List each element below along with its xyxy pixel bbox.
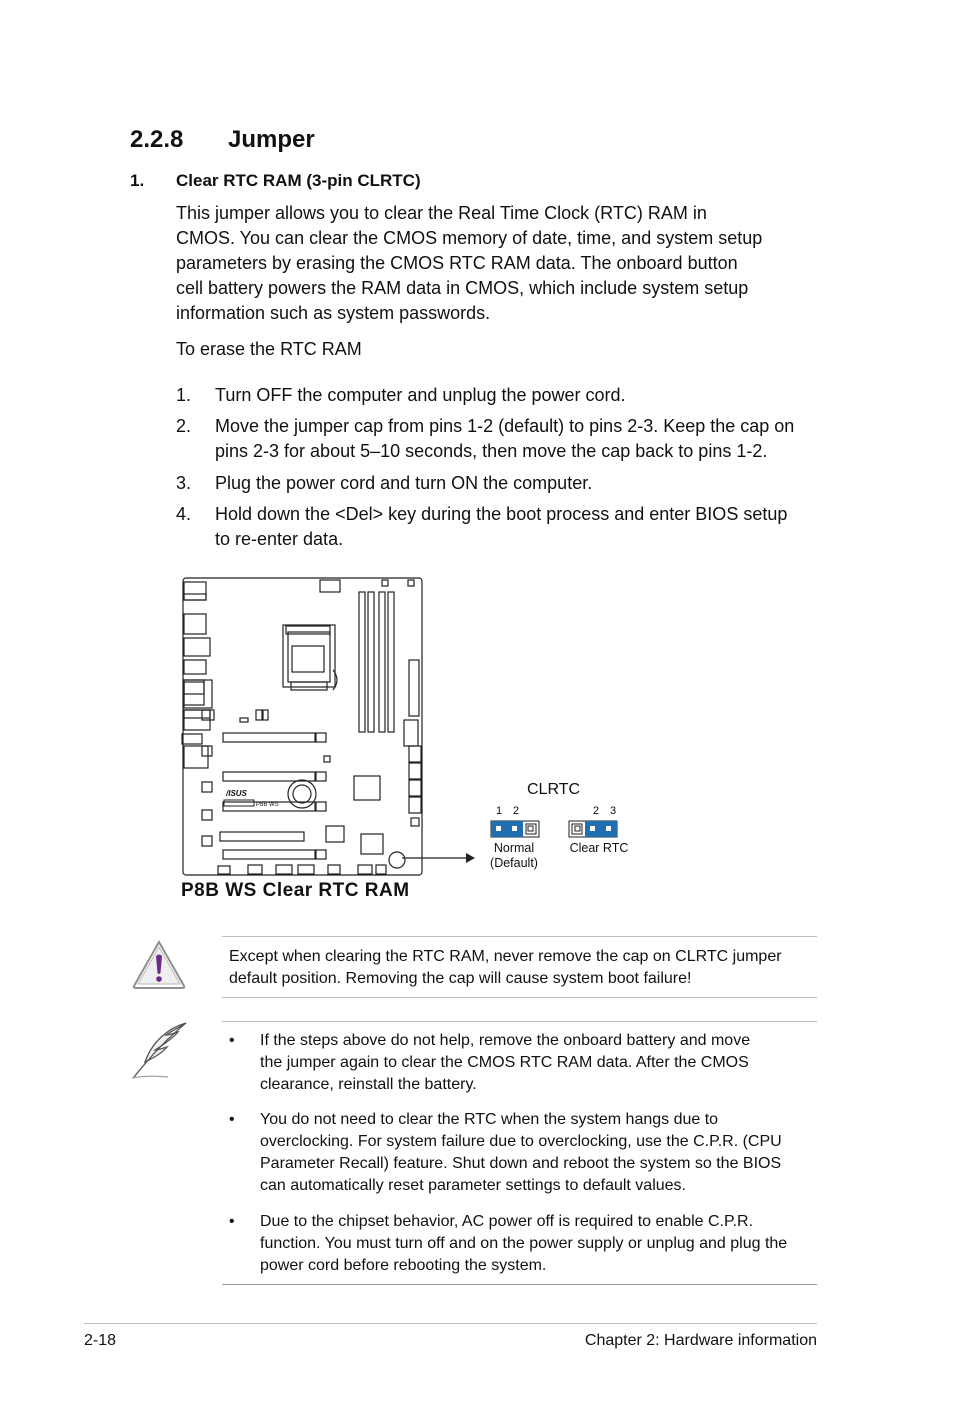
step-number: 1. bbox=[176, 385, 192, 405]
warning-text: Except when clearing the RTC RAM, never remove the cap on CLRTC jumper default position. Removing the cap will cause system boot failure! bbox=[229, 948, 782, 987]
board-model: P8B WS bbox=[256, 802, 279, 808]
board-outline bbox=[183, 578, 422, 875]
note-list: • If the steps above do not help, remove the onboard battery and move the jumper again to clear the CMOS RTC RAM data. After the CMOS clearance, reinstall the battery. • You do not need to clear the RTC when the system hangs due to overclocking. For system failure due to overclocking, use the C.P.R. (CPU Parameter Recall) feature. Shut down and reboot the system so the BIOS can automatically reset parameter settings to default values. • Due to the chipset behavior, AC power off is required to enable C.P.R. function. You must turn off and on the power supply or unplug and plug the power cord before rebooting the system. bbox=[229, 1032, 788, 1274]
divider bbox=[222, 936, 817, 937]
intro-paragraph bbox=[176, 201, 826, 326]
step-line: Move the jumper cap from pins 1-2 (default) to pins 2-3. Keep the cap on bbox=[215, 416, 795, 436]
pin-number: 2 bbox=[513, 805, 520, 817]
pcie-slot bbox=[223, 850, 315, 859]
pin-number: 1 bbox=[496, 805, 503, 817]
arrow-head-icon bbox=[466, 853, 475, 863]
bullet-icon: • bbox=[229, 1032, 235, 1049]
jumper-name: CLRTC bbox=[527, 781, 581, 798]
atx12v-connector bbox=[320, 580, 340, 592]
bullet-icon: • bbox=[229, 1111, 235, 1128]
step-number: 2. bbox=[176, 416, 192, 436]
pin-number: 2 bbox=[593, 805, 600, 817]
pcie-slot bbox=[223, 733, 315, 742]
jumper-cap bbox=[491, 821, 523, 837]
item-heading bbox=[130, 171, 421, 191]
jumper-clear-rtc bbox=[569, 821, 617, 837]
item-number: 1. bbox=[130, 171, 145, 190]
battery bbox=[288, 780, 316, 808]
chipset bbox=[354, 776, 380, 800]
clrtc-location-marker bbox=[389, 852, 405, 868]
intro-line: information such as system passwords. bbox=[176, 303, 491, 323]
dimm-slot bbox=[359, 592, 365, 732]
footer-divider bbox=[84, 1323, 817, 1324]
figure-caption: P8B WS Clear RTC RAM bbox=[181, 880, 410, 901]
divider bbox=[222, 1284, 817, 1285]
intro-line: parameters by erasing the CMOS RTC RAM data. The onboard button bbox=[176, 253, 738, 273]
divider bbox=[222, 997, 817, 998]
warning-triangle-icon bbox=[131, 939, 187, 991]
io-port bbox=[184, 582, 206, 600]
step-line: Turn OFF the computer and unplug the power cord. bbox=[215, 385, 626, 405]
step-line: pins 2-3 for about 5–10 seconds, then move the cap back to pins 1-2. bbox=[215, 441, 768, 461]
step-line: to re-enter data. bbox=[215, 529, 344, 549]
io-port bbox=[184, 638, 210, 656]
chapter-title: Chapter 2: Hardware information bbox=[584, 1332, 817, 1349]
normal-label: Normal (Default) bbox=[490, 841, 538, 870]
intro-line: CMOS. You can clear the CMOS memory of date, time, and system setup bbox=[176, 228, 763, 248]
step-number: 3. bbox=[176, 473, 192, 493]
clear-rtc-label: Clear RTC bbox=[569, 841, 629, 855]
dimm-slot bbox=[368, 592, 374, 732]
io-port bbox=[184, 614, 206, 634]
jumper-normal bbox=[491, 821, 539, 837]
section-title: Jumper bbox=[228, 126, 315, 153]
step-line: Plug the power cord and turn ON the computer. bbox=[215, 473, 593, 493]
io-port bbox=[184, 660, 206, 674]
section-heading bbox=[130, 126, 315, 154]
dimm-slot bbox=[379, 592, 385, 732]
intro-line: This jumper allows you to clear the Real Time Clock (RTC) RAM in bbox=[176, 203, 707, 223]
atx-power-connector bbox=[409, 660, 419, 716]
feather-note-icon bbox=[128, 1020, 192, 1082]
dimm-slot bbox=[388, 592, 394, 732]
divider bbox=[222, 1021, 817, 1022]
pcie-slot bbox=[220, 832, 304, 841]
erase-heading: To erase the RTC RAM bbox=[176, 339, 362, 359]
bullet-icon: • bbox=[229, 1213, 235, 1230]
jumper-cap bbox=[585, 821, 617, 837]
io-port bbox=[184, 680, 204, 705]
section-number: 2.2.8 bbox=[130, 126, 184, 153]
page-number: 2-18 bbox=[84, 1332, 117, 1349]
io-port bbox=[182, 734, 202, 744]
board-logo: /ISUS bbox=[226, 789, 247, 798]
step-line: Hold down the <Del> key during the boot process and enter BIOS setup bbox=[215, 504, 788, 524]
item-title: Clear RTC RAM (3-pin CLRTC) bbox=[176, 171, 421, 190]
io-port bbox=[184, 746, 208, 768]
motherboard-diagram bbox=[178, 570, 658, 880]
intro-line: cell battery powers the RAM data in CMOS, which include system setup bbox=[176, 278, 749, 298]
pin-number: 3 bbox=[610, 805, 617, 817]
step-number: 4. bbox=[176, 504, 192, 524]
